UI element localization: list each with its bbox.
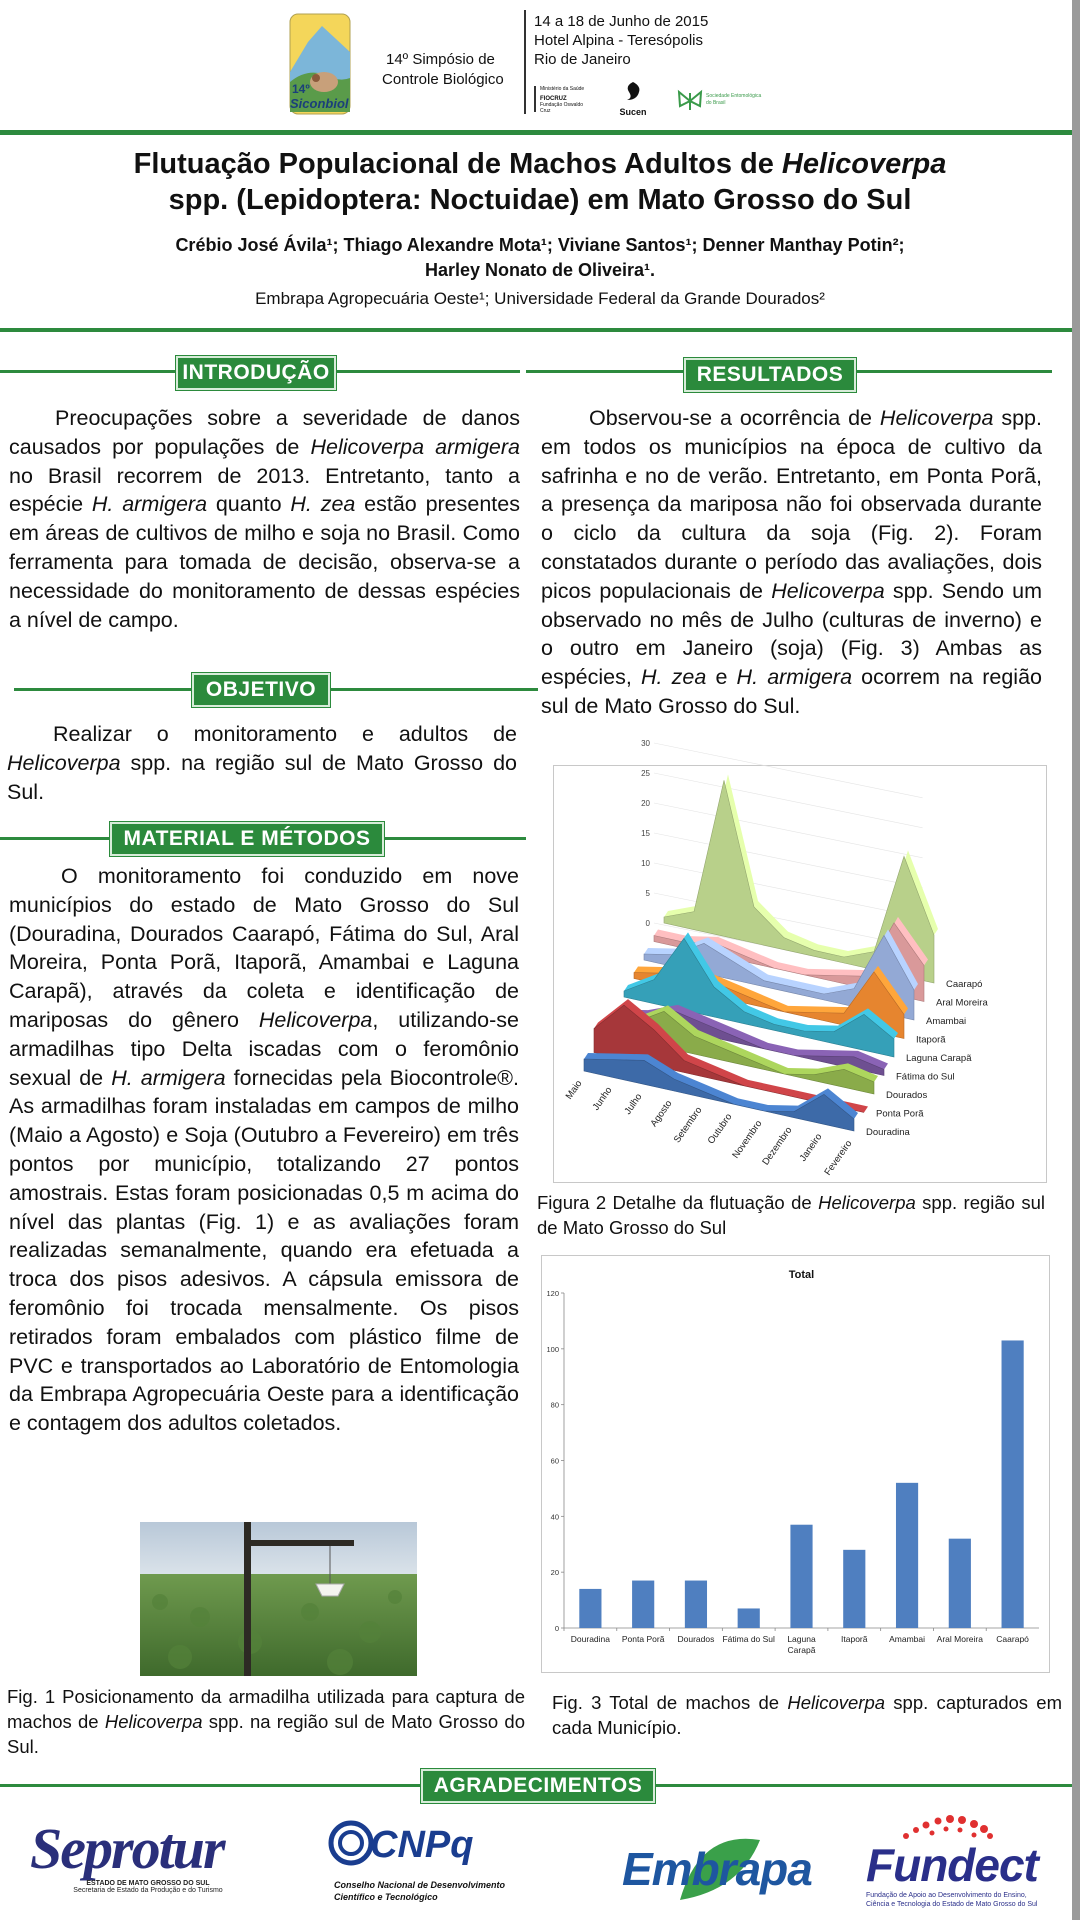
fig3-category-label: Douradina — [570, 1634, 611, 1644]
fig3-bar — [949, 1539, 971, 1628]
section-material-metodos: MATERIAL E MÉTODOS — [110, 822, 384, 856]
sucen-logo — [616, 80, 650, 120]
fundect-wordmark: Fundect — [866, 1839, 1038, 1891]
metodos-text-italic-2: H. armigera — [111, 1065, 226, 1090]
fig2-area-chart — [554, 739, 1046, 1182]
embrapa-wordmark: Embrapa — [622, 1843, 812, 1895]
fig3-bar — [896, 1483, 918, 1628]
fig3-caption-1: Fig. 3 Total de machos de — [552, 1692, 788, 1713]
fig3-ytick-label: 60 — [550, 1456, 559, 1466]
metodos-text-italic-1: Helicoverpa — [258, 1007, 373, 1032]
section-agradecimentos: AGRADECIMENTOS — [421, 1769, 655, 1803]
fig2-series-label: Itaporã — [916, 1034, 946, 1046]
seprotur-logo — [30, 1818, 266, 1910]
fig2-category-label: Novembro — [730, 1118, 765, 1161]
metodos-text — [9, 862, 519, 1438]
cnpq-subtitle-2: Científico e Tecnológico — [334, 1892, 438, 1902]
event-date: 14 a 18 de Junho de 2015 — [534, 13, 709, 30]
fig1-caption-2: spp. na região sul de Mato Grosso do Sul. — [7, 1711, 525, 1757]
fig3-bar — [579, 1589, 601, 1628]
intro-text-italic-1: Helicoverpa armigera — [310, 434, 520, 459]
fig2-category-label: Outubro — [705, 1111, 735, 1147]
fundect-dots-icon — [896, 1812, 996, 1840]
affiliations: Embrapa Agropecuária Oeste¹; Universidade Federal da Grande Dourados² — [255, 289, 825, 308]
fig1-trap-photo — [140, 1522, 417, 1676]
resultados-text-4: e — [706, 665, 737, 690]
fig3-bar-chart — [542, 1256, 1049, 1672]
fig3-category-label: Dourados — [677, 1634, 715, 1644]
objetivo-text-2: spp. na região sul de Mato Grosso do Sul. — [7, 750, 517, 804]
cnpq-subtitle-1: Conselho Nacional de Desenvolvimento — [334, 1880, 506, 1890]
title-line1 — [60, 146, 1020, 182]
metodos-text-3: fornecidas pela Biocontrole®. As armadilhas foram instaladas em campos de milho (Maio a Agosto) e Soja (Outubro a Fevereiro) em três pontos por município, totalizando 27 pontos amostrais. Estas foram posicionadas 0,5 m acima do nível das plantas (Fig. 1) e as avaliações foram realizadas semanalmente, quando era efetuada a troca dos pisos adesivos. A cápsula emissora de feromônio foi trocada mensalmente. Os pisos retirados foram embalados com plástico filme de PVC e transportados ao Laboratório de Entomologia da Embrapa Agropecuária Oeste para a identificação e contagem dos adultos coletados. — [9, 1065, 519, 1436]
resultados-text-5: ocorrem na região sul de Mato Grosso do Sul. — [541, 665, 1042, 718]
conference-header — [0, 0, 1072, 132]
resultados-text-italic-1: Helicoverpa — [879, 406, 994, 430]
fig2-gridline — [654, 833, 923, 888]
fig3-bar — [632, 1581, 654, 1628]
fig3-ytick-label: 20 — [550, 1568, 559, 1578]
fig2-category-label: Fevereiro — [822, 1138, 855, 1178]
authors-line1: Crébio José Ávila¹; Thiago Alexandre Mota¹; Viviane Santos¹; Denner Manthay Potin²; — [175, 235, 905, 255]
fig1-caption-italic: Helicoverpa — [104, 1711, 203, 1732]
fig2-series-label: Dourados — [886, 1090, 928, 1101]
fig2-series-label: Amambai — [926, 1016, 967, 1027]
fig3-chart-frame — [541, 1255, 1050, 1673]
fundect-logo — [866, 1812, 1046, 1912]
cnpq-wordmark: CNPq — [370, 1824, 474, 1866]
seprotur-subtitle-1: ESTADO DE MATO GROSSO DO SUL — [86, 1880, 210, 1887]
embrapa-logo — [620, 1826, 812, 1906]
metodos-text-1: O monitoramento foi conduzido em nove municípios do estado de Mato Grosso do Sul (Douradina, Dourados Caarapó, Fátima do Sul, Aral Moreira, Ponta Porã, Itaporã, Amambai e Laguna Carapã), através da coleta e identificação de mariposas do gênero — [9, 864, 519, 1032]
objetivo-text — [7, 720, 517, 806]
resultados-text-3: spp. Sendo um observado no mês de Julho (culturas de inverno) e o outro em Janeiro (soja) (Fig. 3) Ambas as espécies, — [541, 578, 1042, 690]
fig2-caption-1: Figura 2 Detalhe da flutuação de — [537, 1192, 819, 1213]
fig3-caption-italic: Helicoverpa — [787, 1692, 886, 1713]
intro-text — [9, 404, 520, 634]
fig2-gridline — [654, 773, 923, 828]
fig3-category-label: Itaporã — [841, 1634, 868, 1644]
resultados-text-2: spp. em todos os municípios na época de cultivo da safrinha e no de verão. Entretanto, em Ponta Porã, a presença da mariposa não foi observada durante o ciclo da cultura da soja (Fig. 2). Foram constatados durante o período das avaliações, dois picos populacionais de — [541, 406, 1042, 603]
resultados-text-italic-4: H. armigera — [736, 665, 853, 690]
siconbiol-logo — [288, 12, 352, 116]
title-line2: spp. (Lepidoptera: Noctuidae) em Mato Grosso do Sul — [168, 184, 912, 216]
fig3-bar — [738, 1608, 760, 1628]
fiocruz-subtext: Fundação Oswaldo Cruz — [540, 102, 584, 114]
fig3-bar — [790, 1525, 812, 1628]
fig2-category-label: Janeiro — [797, 1131, 825, 1164]
fig3-category-label: Carapã — [787, 1645, 816, 1655]
intro-text-3: quanto — [207, 492, 291, 517]
fiocruz-text: FIOCRUZ — [540, 96, 567, 102]
fig2-category-label: Setembro — [671, 1105, 705, 1146]
fig2-ytick-label: 30 — [641, 739, 650, 748]
fig3-category-label: Amambai — [889, 1634, 926, 1644]
intro-text-2: no Brasil recorrem de 2013. Entretanto, tanto a espécie — [9, 463, 520, 517]
seprotur-wordmark: Seprotur — [30, 1816, 224, 1881]
fig3-caption — [552, 1690, 1062, 1740]
fig2-category-label: Junho — [590, 1085, 615, 1113]
logo-number: 14º — [292, 82, 310, 96]
fig2-ytick-label: 15 — [641, 829, 650, 838]
fig2-ytick-label: 0 — [645, 919, 650, 928]
intro-text-1: Preocupações sobre a severidade de danos causados por populações de — [9, 406, 520, 459]
fig2-ytick-label: 20 — [641, 799, 650, 808]
section-objetivo: OBJETIVO — [192, 673, 330, 707]
metodos-text-2: , utilizando-se armadilhas tipo Delta iscadas com o feromônio sexual de — [9, 1007, 519, 1090]
sucen-text: Sucen — [619, 107, 647, 117]
fig3-ytick-label: 40 — [550, 1512, 559, 1522]
fig3-category-label: Fátima do Sul — [722, 1634, 775, 1644]
fig3-ytick-label: 100 — [546, 1344, 559, 1354]
fig2-caption-2: spp. região sul de Mato Grosso do Sul — [537, 1192, 1045, 1238]
intro-text-italic-2: H. armigera — [91, 492, 208, 517]
fig3-bar — [685, 1581, 707, 1628]
fig2-ytick-label: 5 — [645, 889, 650, 898]
fig3-category-label: Laguna — [787, 1634, 816, 1644]
fig3-category-label: Ponta Porã — [621, 1634, 665, 1644]
title-line1-text: Flutuação Populacional de Machos Adultos de — [133, 148, 782, 180]
fig3-ytick-label: 80 — [550, 1400, 559, 1410]
fig2-caption-italic: Helicoverpa — [818, 1192, 916, 1213]
seb-text-line2: do Brasil — [706, 100, 726, 106]
fig2-chart-frame — [553, 739, 1047, 1183]
event-venue: Hotel Alpina - Teresópolis — [534, 32, 703, 49]
fundect-subtitle-2: Ciência e Tecnologia do Estado de Mato Grosso do Sul — [866, 1901, 1038, 1908]
fig2-series-label: Aral Moreira — [936, 997, 988, 1009]
fig3-ytick-label: 0 — [554, 1624, 559, 1633]
fig3-bar — [1002, 1340, 1024, 1628]
fig2-gridline — [654, 743, 923, 798]
fig2-category-label: Maio — [563, 1078, 585, 1102]
fig2-caption — [537, 1190, 1045, 1240]
fig1-caption — [7, 1684, 525, 1759]
header-rule — [0, 130, 1072, 135]
fig3-category-label: Aral Moreira — [936, 1634, 983, 1644]
ministry-logo — [534, 86, 590, 112]
objetivo-text-italic: Helicoverpa — [7, 750, 121, 775]
section-resultados: RESULTADOS — [684, 358, 856, 392]
intro-text-4: estão presentes em áreas de cultivos de milho e soja no Brasil. Como ferramenta para tomada de decisão, observa-se a necessidade do monitoramento de dessas espécies a nível de campo. — [9, 492, 520, 632]
fundect-subtitle-1: Fundação de Apoio ao Desenvolvimento do Ensino, — [866, 1892, 1027, 1899]
authors-line2: Harley Nonato de Oliveira¹. — [424, 260, 656, 280]
cnpq-logo — [328, 1820, 508, 1910]
fig2-series-label: Caarapó — [946, 979, 983, 990]
fig3-caption-2: spp. capturados em cada Município. — [552, 1692, 1062, 1738]
fig2-category-label: Agosto — [648, 1098, 675, 1129]
fig3-category-label: Caarapó — [996, 1634, 1029, 1644]
fig1-caption-1: Fig. 1 Posicionamento da armadilha utilizada para captura de machos de — [7, 1686, 525, 1732]
fig3-bar — [843, 1550, 865, 1628]
fig2-series-label: Douradina — [866, 1127, 910, 1138]
event-name-line1: 14º Simpósio de — [386, 51, 495, 68]
header-divider — [524, 10, 526, 114]
event-city: Rio de Janeiro — [534, 51, 631, 68]
seprotur-subtitle-2: Secretaria de Estado da Produção e do Turismo — [73, 1887, 223, 1894]
page-edge — [1072, 0, 1080, 1920]
fig3-ytick-label: 120 — [546, 1289, 559, 1298]
fig2-series-label: Fátima do Sul — [896, 1071, 955, 1083]
section-introducao: INTRODUÇÃO — [176, 356, 336, 390]
authors — [60, 233, 1020, 283]
fig2-category-label: Julho — [622, 1091, 645, 1117]
fig2-ytick-label: 25 — [641, 769, 650, 778]
resultados-text-italic-2: Helicoverpa — [771, 578, 885, 603]
intro-text-italic-3: H. zea — [290, 492, 356, 517]
fig3-title: Total — [788, 1269, 815, 1281]
fig2-series-label: Laguna Carapã — [906, 1053, 972, 1064]
logo-name: Siconbiol — [290, 96, 349, 111]
objetivo-text-1: Realizar o monitoramento e adultos de — [53, 722, 517, 746]
title-rule — [0, 328, 1072, 332]
resultados-text-italic-3: H. zea — [640, 665, 707, 690]
fig2-series-label: Ponta Porã — [876, 1108, 924, 1120]
resultados-text-1: Observou-se a ocorrência de — [589, 406, 880, 430]
fig2-gridline — [654, 803, 923, 858]
poster-title — [60, 146, 1020, 218]
fig2-ytick-label: 10 — [641, 859, 650, 868]
seb-logo — [676, 88, 762, 118]
title-line1-italic: Helicoverpa — [781, 148, 947, 180]
seb-text-line1: Sociedade Entomológica — [706, 93, 762, 99]
cnpq-emblem-icon — [328, 1820, 374, 1866]
event-name-line2: Controle Biológico — [382, 71, 504, 88]
ministry-text: Ministério da Saúde — [540, 86, 585, 92]
resultados-text — [541, 404, 1042, 721]
fig2-category-label: Dezembro — [760, 1125, 795, 1168]
